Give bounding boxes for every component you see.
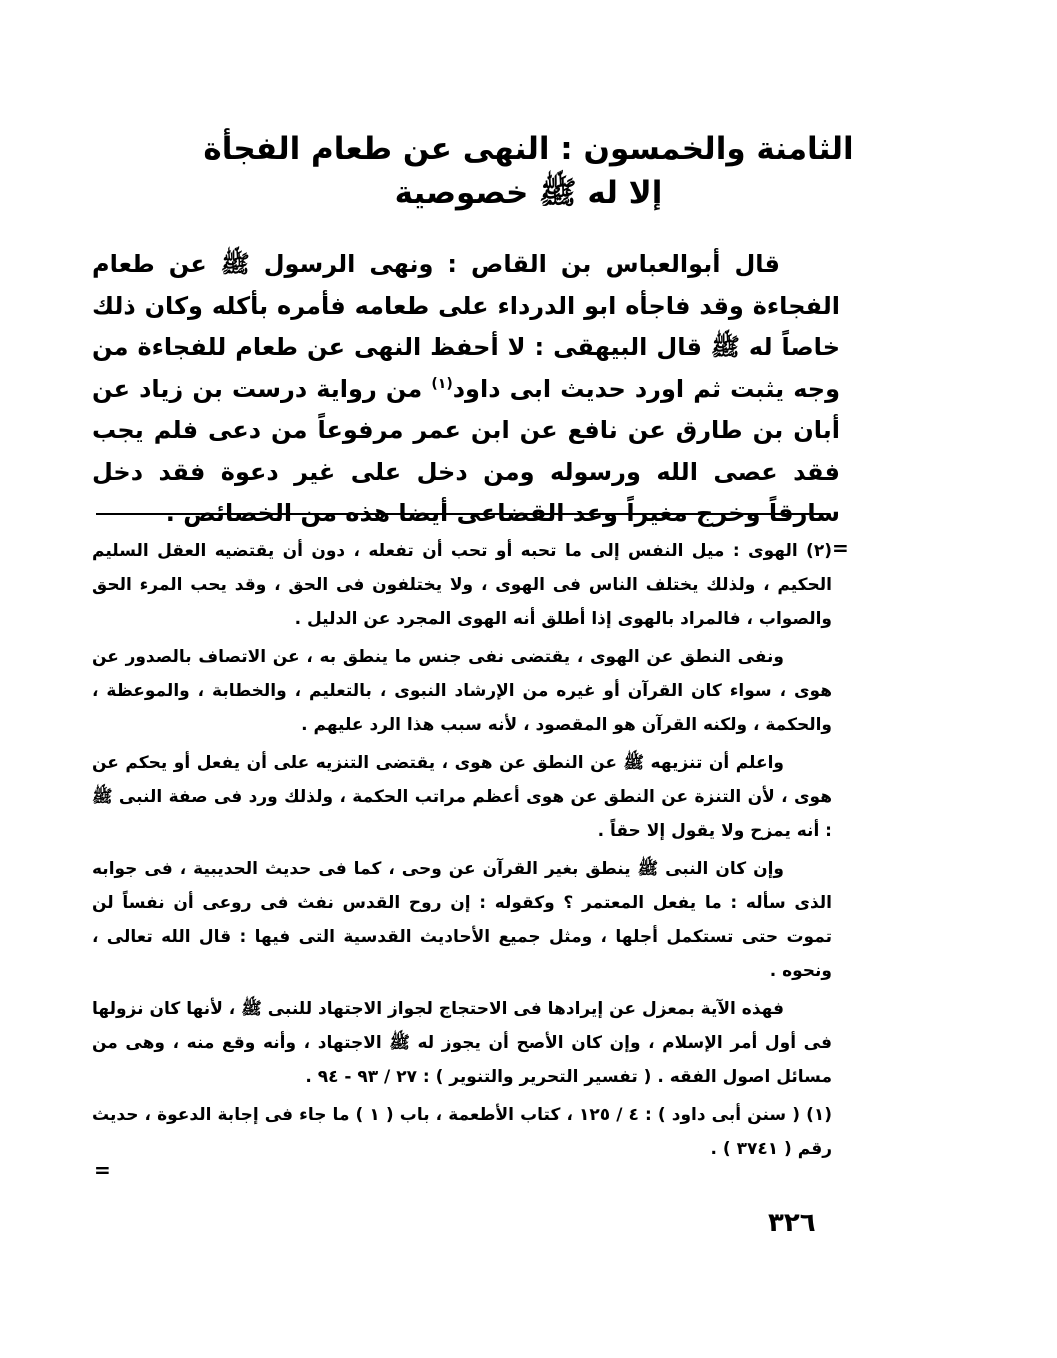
- footnote-2-paragraph-5: فهذه الآية بمعزل عن إيرادها فى الاحتجاج لجواز الاجتهاد للنبى ﷺ ، لأنها كان نزولها فى أول أمر الإسلام ، وإن كان الأصح أن يجوز له ﷺ الاجتهاد ، وأنه وقع منه ، وهى من مسائل اصول الفقه . ( تفسير التحرير والتنوير ) : ٢٧ / ٩٣ - ٩٤ .: [92, 999, 832, 1087]
- body-text-part-2: من رواية درست بن زياد عن أبان بن طارق عن نافع عن ابن عمر مرفوعاً من دعى فلم يجب فقد عصى الله ورسوله ومن دخل على غير دعوة فقد دخل سارقاً وخرج مغيراً وعد القضاعى أيضا هذه من الخصائص .: [92, 374, 840, 527]
- body-text-part-1: قال أبوالعباس بن القاص : ونهى الرسول ﷺ عن طعام الفجاءة وقد فاجأه ابو الدرداء على طعامه فأمره بأكله وكان ذلك خاصاً له ﷺ قال البيهقى : لا أحفظ النهى عن طعام للفجاءة من وجه يثبت ثم اورد حديث ابى داود: [92, 250, 840, 403]
- footnotes-section: [92, 534, 832, 1170]
- footnote-2-paragraph-4: وإن كان النبى ﷺ ينطق بغير القرآن عن وحى ، كما فى حديث الحديبية ، فى جوابه الذى سأله : ما يفعل المعتمر ؟ وكقوله : إن روح القدس نفث فى روعى أن نفساً لن تموت حتى تستكمل أجلها ، ومثل جميع الأحاديث القدسية التى فيها : قال الله تعالى ، ونحوه .: [92, 859, 832, 981]
- footnote-continued-mark: =: [832, 536, 849, 560]
- footnote-continues-mark: =: [94, 1158, 111, 1182]
- footnote-2-paragraph-1: (٢) الهوى : ميل النفس إلى ما تحبه أو تحب أن تفعله ، دون أن يقتضيه العقل السليم الحكيم ، ولذلك يختلف الناس فى الهوى ، ولا يختلفون فى الحق ، وقد يحب المرء الحق والصواب ، فالمراد بالهوى إذا أطلق أنه الهوى المجرد عن الدليل .: [92, 541, 832, 629]
- chapter-title-line-2: إلا له ﷺ خصوصية: [394, 175, 663, 211]
- page-number: ٣٢٦: [768, 1208, 816, 1238]
- footnote-1: (١) ( سنن أبى داود ) : ٤ / ١٢٥ ، كتاب الأطعمة ، باب ( ١ ) ما جاء فى إجابة الدعوة ، حديث رقم ( ٣٧٤١ ) .: [92, 1105, 833, 1159]
- main-body-text: [92, 244, 840, 535]
- footnote-2-paragraph-3: واعلم أن تنزيهه ﷺ عن النطق عن هوى ، يقتضى التنزيه على أن يفعل أو يحكم عن هوى ، لأن التنزة عن النطق عن هوى أعظم مراتب الحكمة ، ولذلك ورد فى صفة النبى ﷺ : أنه يمزح ولا يقول إلا حقاً .: [92, 753, 832, 841]
- footnote-reference: (١): [431, 375, 453, 392]
- body-paragraph: [92, 244, 840, 535]
- footnote-2-paragraph-2: ونفى النطق عن الهوى ، يقتضى نفى جنس ما ينطق به ، عن الاتصاف بالصدور عن هوى ، سواء كان القرآن أو غيره من الإرشاد النبوى ، بالتعليم ، والخطابة ، والموعظة ، والحكمة ، ولكنه القرآن هو المقصود ، لأنه سبب هذا الرد عليهم .: [92, 647, 832, 735]
- chapter-title-line-1: الثامنة والخمسون : النهى عن طعام الفجأة: [203, 131, 854, 167]
- footnote-separator: [96, 513, 830, 515]
